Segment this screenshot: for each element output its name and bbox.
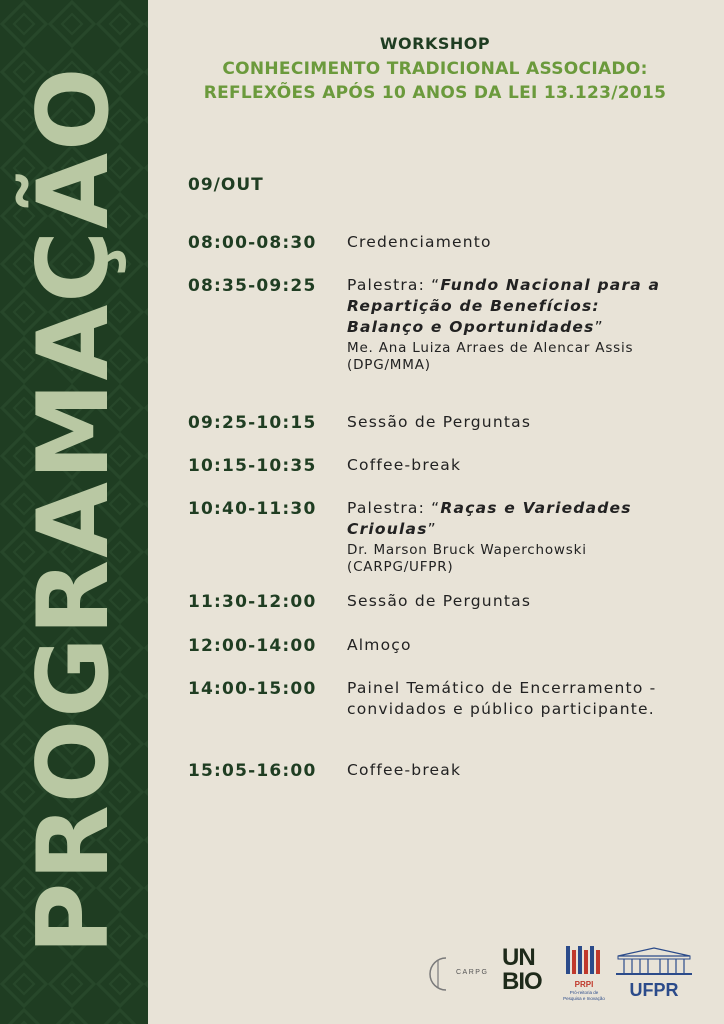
talk-prefix: Palestra: “ bbox=[347, 499, 441, 517]
schedule-time: 08:00-08:30 bbox=[188, 233, 317, 253]
prpi-bars-icon bbox=[564, 944, 604, 976]
ufpr-logo bbox=[614, 946, 698, 1000]
schedule-row bbox=[188, 412, 678, 434]
talk-suffix: ” bbox=[427, 520, 437, 538]
carpg-text: CARPG bbox=[456, 969, 489, 976]
schedule-description bbox=[347, 498, 678, 576]
schedule-row bbox=[188, 678, 678, 720]
schedule-time: 10:40-11:30 bbox=[188, 499, 317, 519]
vertical-title: PROGRAMAÇÃO bbox=[17, 65, 131, 955]
logos-bar bbox=[420, 940, 710, 1020]
header bbox=[170, 34, 700, 105]
schedule-time: 09:25-10:15 bbox=[188, 413, 317, 433]
workshop-title-line1: CONHECIMENTO TRADICIONAL ASSOCIADO: bbox=[222, 59, 648, 79]
talk-speaker: Me. Ana Luiza Arraes de Alencar Assis (DPG/MMA) bbox=[347, 340, 634, 373]
schedule-time: 14:00-15:00 bbox=[188, 679, 317, 699]
unbio-logo bbox=[502, 946, 548, 1000]
prpi-subtitle: Pró-reitoria de Pesquisa e Inovação bbox=[563, 990, 605, 1001]
carpg-mark-icon bbox=[426, 954, 450, 994]
talk-prefix: Palestra: “ bbox=[347, 276, 441, 294]
workshop-title bbox=[170, 57, 700, 105]
schedule-row bbox=[188, 232, 678, 254]
schedule-date: 09/OUT bbox=[188, 175, 264, 195]
unbio-bio-text: BIO bbox=[502, 968, 542, 995]
schedule-row bbox=[188, 635, 678, 657]
ufpr-text: UFPR bbox=[629, 980, 679, 1000]
prpi-logo bbox=[562, 944, 606, 1014]
schedule-row bbox=[188, 498, 678, 576]
carpg-logo bbox=[426, 954, 496, 994]
schedule-description: Painel Temático de Encerramento - convidados e público participante. bbox=[347, 679, 657, 718]
schedule-description bbox=[347, 275, 678, 374]
schedule-row bbox=[188, 591, 678, 613]
talk-title: Fundo Nacional para a Repartição de Benefícios: Balanço e Oportunidades bbox=[347, 276, 661, 336]
sidebar bbox=[0, 0, 148, 1024]
workshop-label: WORKSHOP bbox=[379, 34, 491, 53]
ufpr-building-icon bbox=[614, 946, 694, 976]
schedule-description: Sessão de Perguntas bbox=[347, 413, 532, 431]
schedule-description: Coffee-break bbox=[347, 761, 462, 779]
schedule-row bbox=[188, 275, 678, 374]
unbio-un-text: UN bbox=[502, 944, 535, 971]
talk-speaker: Dr. Marson Bruck Waperchowski (CARPG/UFPR) bbox=[347, 542, 587, 575]
schedule-time: 11:30-12:00 bbox=[188, 592, 317, 612]
prpi-text: PRPI bbox=[574, 980, 594, 989]
schedule-description: Credenciamento bbox=[347, 233, 492, 251]
schedule-time: 15:05-16:00 bbox=[188, 761, 317, 781]
schedule-row bbox=[188, 455, 678, 477]
talk-suffix: ” bbox=[594, 318, 604, 336]
schedule-time: 10:15-10:35 bbox=[188, 456, 317, 476]
workshop-title-line2: REFLEXÕES APÓS 10 ANOS DA LEI 13.123/2015 bbox=[203, 83, 667, 103]
talk-title: Raças e Variedades Crioulas bbox=[347, 499, 632, 538]
schedule-row bbox=[188, 760, 678, 782]
schedule-description: Coffee-break bbox=[347, 456, 462, 474]
schedule-description: Almoço bbox=[347, 636, 412, 654]
schedule-time: 08:35-09:25 bbox=[188, 276, 317, 296]
schedule-description: Sessão de Perguntas bbox=[347, 592, 532, 610]
schedule-time: 12:00-14:00 bbox=[188, 636, 317, 656]
